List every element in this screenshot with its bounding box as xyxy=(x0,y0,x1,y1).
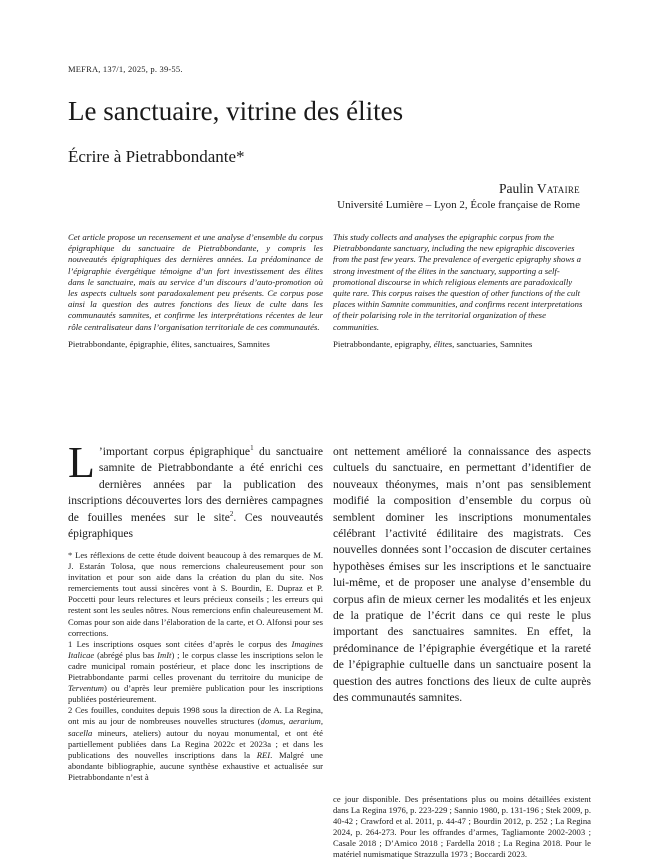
journal-reference: MEFRA, 137/1, 2025, p. 39-55. xyxy=(68,64,183,74)
body-column-left xyxy=(68,438,323,542)
author-name xyxy=(499,181,580,197)
footnote-2-continued: ce jour disponible. Des présentations plus ou moins détaillées existent dans La Regina 1976, p. 223-229 ; Sannio 1980, p. 131-196 ; Stek 2009, p. 40-42 ; Crawford et al. 2011, p. 44-47 ; Bourdin 2012, p. 252 ; La Regina 2024, p. 264-273. Pour les offrandes d’armes, Tagliamonte 2002-2003 ; Casale 2018 ; D’Amico 2018 ; Fardella 2018 ; La Regina 2018. Pour le matériel numismatique Strazzulla 1973 ; Boccardi 2023. xyxy=(333,794,591,860)
footnote-ref-1[interactable]: 1 xyxy=(250,444,254,453)
body-column-right: ont nettement amélioré la connaissance des aspects cultuels du sanctuaire, en permettant d’identifier de nouveaux théonymes, mais n’ont pas sensiblement modifié la composition d’ensemble du corpus où semblent dominer les inscriptions monumentales célébrant l’activité édilitaire des magistrats. Ces nouvelles données sont l’occasion de discuter certaines hypothèses émises sur les inscriptions et le sanctuaire lui-même, et de proposer une analyse d’ensemble du corpus afin de mieux cerner les modalités et les enjeux de la pratique de l’écrit dans ce qui reste le plus important des sanctuaires samnites. En effet, la prédominance de l’épigraphie évergétique et la rareté de l’épigraphie cultuelle dans un sanctuaire posent la question des autres fonctions des lieux de culte auprès des communautés samnites. xyxy=(333,445,591,705)
keywords-english xyxy=(333,339,591,350)
author-first-name: Paulin xyxy=(498,181,534,196)
body-left-c: . Ces nouveautés épigraphiques xyxy=(68,510,323,541)
keywords-french: Pietrabbondante, épigraphie, élites, sanctuaires, Samnites xyxy=(68,338,270,349)
article-title: Le sanctuaire, vitrine des élites xyxy=(68,96,404,126)
footnotes-right xyxy=(333,794,591,861)
body-left-a: ’important corpus épigraphique xyxy=(98,445,251,458)
abstract-french-text: Cet article propose un recensement et une analyse d’ensemble du corpus épigraphique du sanctuaire de Pietrabbondante, y compris les nouveautés épigraphiques des dernières années. La prédominance de l’épigraphie évergétique témoigne d’un fort investissement des élites dans le sanctuaire, mais au service d’un discours d’auto-promotion où les aspects cultuels sont paradoxalement peu présents. Ce corpus pose ainsi la question des autres fonctions des lieux de culte dans les communautés samnites, et confirme les interprétations récentes de leur rôle centralisateur dans l’organisation territoriale de ces communautés. xyxy=(68,232,323,332)
footnote-2: 2 Ces fouilles, conduites depuis 1998 sous la direction de A. La Regina, ont mis au jour de nombreuses nouvelles structures (domus, aerarium, sacella mineurs, ateliers) autour du noyau monumental, et ont été partiellement publiées dans La Regina 2022c et 2023a ; et dans les publications des nouvelles inscriptions dans la REI. Malgré une abondante bibliographie, aucune synthèse exhaustive et actualisée sur Pietrabbondante n’est à xyxy=(68,705,323,782)
keywords-english-a: Pietrabbondante, epigraphy, xyxy=(333,338,434,349)
drop-cap: L xyxy=(68,438,95,487)
keywords-english-italic: élites xyxy=(433,338,453,349)
body-left-b: du sanctuaire samnite de Pietrabbondante a été enrichi ces dernières années par la publication des inscriptions découvertes lors des dernières campagnes de fouilles menées sur le site xyxy=(68,445,323,524)
footnote-star: * Les réflexions de cette étude doivent beaucoup à des remarques de M. J. Estarán Tolosa, que nous remercions chaleureusement pour son invitation et pour son aide dans la création du plan du site. Nos remerciements tout aussi sincères vont à S. Bourdin, E. Dupraz et P. Poccetti pour leurs relectures et leurs précieux conseils ; les erreurs qui restent sont les seules nôtres. Nous remercions enfin chaleureusement M. Comas pour son aide dans l’élaboration de la carte, et O. Alfonsi pour ses corrections. xyxy=(68,550,323,638)
footnote-1: 1 Les inscriptions osques sont citées d’après le corpus des Imagines Italicae (abrégé plus bas ImIt) ; le corpus classe les inscriptions selon le cadre municipal romain postérieur, et place donc les inscriptions de Pietrabbondante parmi celles provenant du territoire du municipe de Terventum) ou d’après leur première publication pour les inscriptions publiées postérieurement. xyxy=(68,638,323,705)
abstract-french xyxy=(68,232,323,350)
abstract-english xyxy=(333,232,591,350)
author-last-name: Vataire xyxy=(536,181,580,196)
abstract-english-text: This study collects and analyses the epigraphic corpus from the Pietrabbondante sanctuary, including the new epigraphic discoveries from the past few years. The prevalence of evergetic epigraphy shows a strong investment of the élites in the sanctuary, supporting a self-promotional discourse in which religious elements are paradoxically quite rare. This corpus raises the question of other functions of the cult places within Samnite communities, and confirms recent interpretations of their polarising role in the territorial organization of these communities. xyxy=(333,232,583,332)
keywords-english-b: , sanctuaries, Samnites xyxy=(452,338,533,349)
footnote-ref-2[interactable]: 2 xyxy=(229,509,234,518)
footnotes-left xyxy=(68,550,323,783)
author-affiliation: Université Lumière – Lyon 2, École française de Rome xyxy=(337,199,580,211)
article-subtitle: Écrire à Pietrabbondante* xyxy=(68,147,245,166)
